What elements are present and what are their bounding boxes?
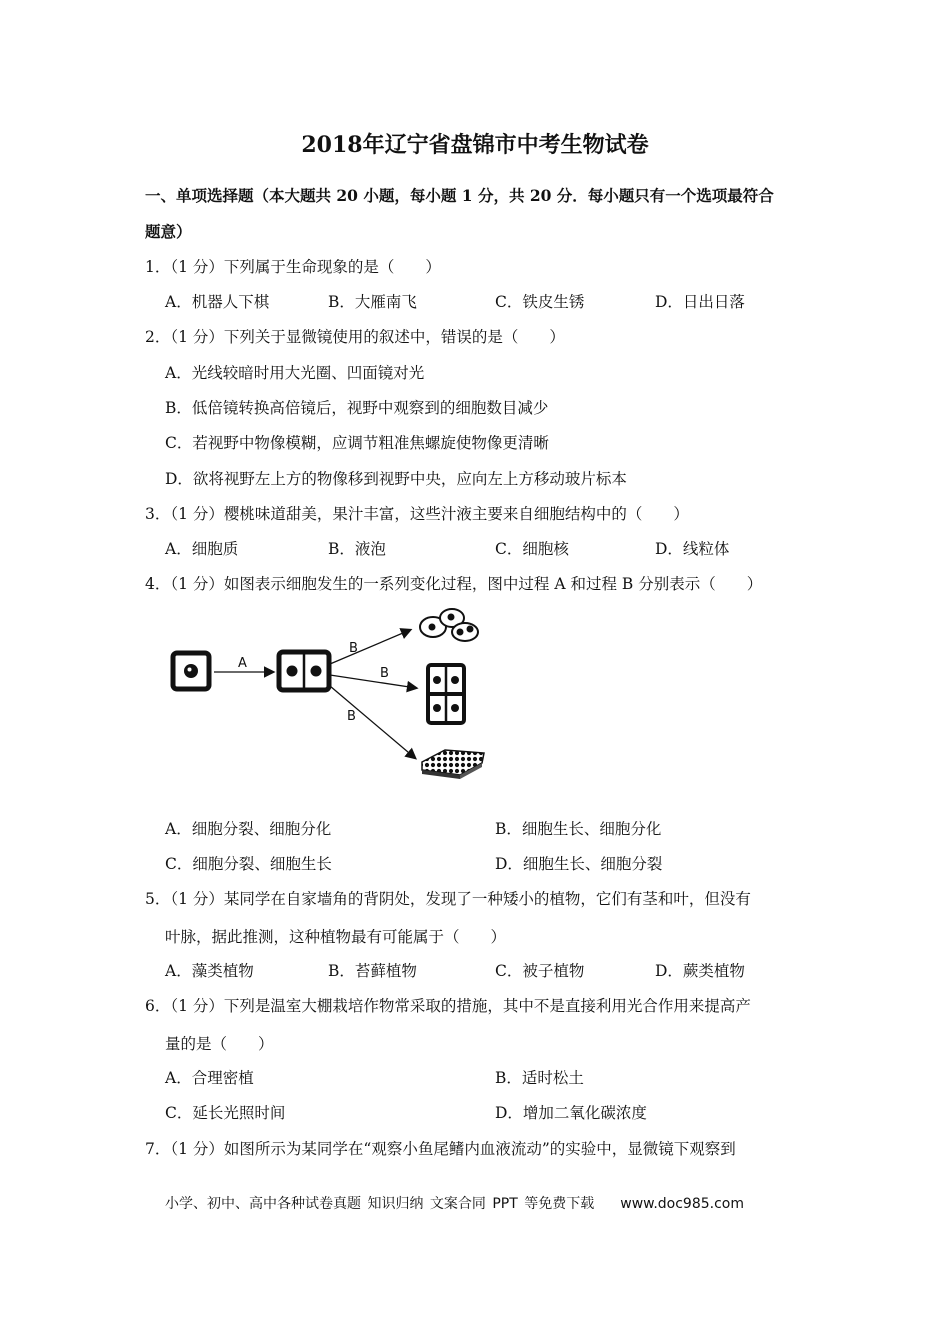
label-a: A — [238, 656, 247, 671]
q6-option-b: B．适时松土 — [495, 1069, 584, 1087]
q4-option-b: B．细胞生长、细胞分化 — [495, 820, 662, 838]
section-heading-cont: 题意） — [145, 222, 192, 241]
q2-option-c: C．若视野中物像模糊，应调节粗准焦螺旋使物像更清晰 — [165, 434, 549, 452]
label-b-middle: B — [380, 666, 389, 681]
q1-option-a: A．机器人下棋 — [165, 293, 270, 311]
q4-option-c: C．细胞分裂、细胞生长 — [165, 855, 332, 873]
q5-option-d: D．蕨类植物 — [655, 962, 745, 980]
question-7-stem: 7．（1 分）如图所示为某同学在“观察小鱼尾鳍内血液流动”的实验中，显微镜下观察到 — [145, 1140, 736, 1158]
cell-change-diagram — [160, 600, 500, 800]
question-6-stem: 6．（1 分）下列是温室大棚栽培作物常采取的措施，其中不是直接利用光合作用来提高产 — [145, 997, 751, 1015]
blob-cells — [420, 609, 478, 641]
q2-option-b: B．低倍镜转换高倍镜后，视野中观察到的细胞数目减少 — [165, 399, 549, 417]
arrow-b-middle — [330, 675, 416, 688]
original-cell — [173, 653, 209, 689]
q6-option-c: C．延长光照时间 — [165, 1104, 286, 1122]
footer-text: 小学、初中、高中各种试卷真题 知识归纳 文案合同 PPT 等免费下载 — [165, 1196, 595, 1212]
q6-option-d: D．增加二氧化碳浓度 — [495, 1104, 647, 1122]
arrow-b-bottom — [330, 686, 415, 758]
page-title: 2018年辽宁省盘锦市中考生物试卷 — [301, 132, 649, 158]
page-footer — [165, 1193, 744, 1213]
q3-option-c: C．细胞核 — [495, 540, 569, 558]
question-2-stem: 2．（1 分）下列关于显微镜使用的叙述中，错误的是（ ） — [145, 328, 565, 346]
arrow-b-top — [330, 630, 410, 664]
q3-option-d: D．线粒体 — [655, 540, 730, 558]
question-4-stem: 4．（1 分）如图表示细胞发生的一系列变化过程，图中过程 A 和过程 B 分别表示（ ） — [145, 575, 763, 593]
q6-option-a: A．合理密植 — [165, 1069, 254, 1087]
q3-option-a: A．细胞质 — [165, 540, 239, 558]
q2-option-d: D．欲将视野左上方的物像移到视野中央，应向左上方移动玻片标本 — [165, 470, 627, 488]
q1-option-c: C．铁皮生锈 — [495, 293, 585, 311]
footer-url[interactable]: www.doc985.com — [620, 1196, 744, 1212]
label-b-bottom: B — [347, 709, 356, 724]
question-5-stem-cont: 叶脉，据此推测，这种植物最有可能属于（ ） — [165, 928, 507, 946]
question-6-stem-cont: 量的是（ ） — [165, 1035, 274, 1053]
q1-option-d: D．日出日落 — [655, 293, 745, 311]
tissue-slab — [422, 750, 484, 779]
q2-option-a: A．光线较暗时用大光圈、凹面镜对光 — [165, 364, 425, 382]
question-3-stem: 3．（1 分）樱桃味道甜美，果汁丰富，这些汁液主要来自细胞结构中的（ ） — [145, 505, 689, 523]
divided-cells — [279, 652, 329, 690]
q5-option-b: B．苔藓植物 — [328, 962, 417, 980]
q4-option-a: A．细胞分裂、细胞分化 — [165, 820, 332, 838]
q5-option-a: A．藻类植物 — [165, 962, 254, 980]
q4-option-d: D．细胞生长、细胞分裂 — [495, 855, 663, 873]
question-5-stem: 5．（1 分）某同学在自家墙角的背阴处，发现了一种矮小的植物，它们有茎和叶，但没有 — [145, 890, 751, 908]
q3-option-b: B．液泡 — [328, 540, 386, 558]
label-b-top: B — [349, 641, 358, 656]
section-heading: 一、单项选择题（本大题共 20 小题，每小题 1 分，共 20 分．每小题只有一个选项最符合 — [145, 186, 774, 205]
square-cells — [428, 665, 464, 723]
question-1-stem: 1．（1 分）下列属于生命现象的是（ ） — [145, 258, 441, 276]
q5-option-c: C．被子植物 — [495, 962, 585, 980]
q1-option-b: B．大雁南飞 — [328, 293, 417, 311]
